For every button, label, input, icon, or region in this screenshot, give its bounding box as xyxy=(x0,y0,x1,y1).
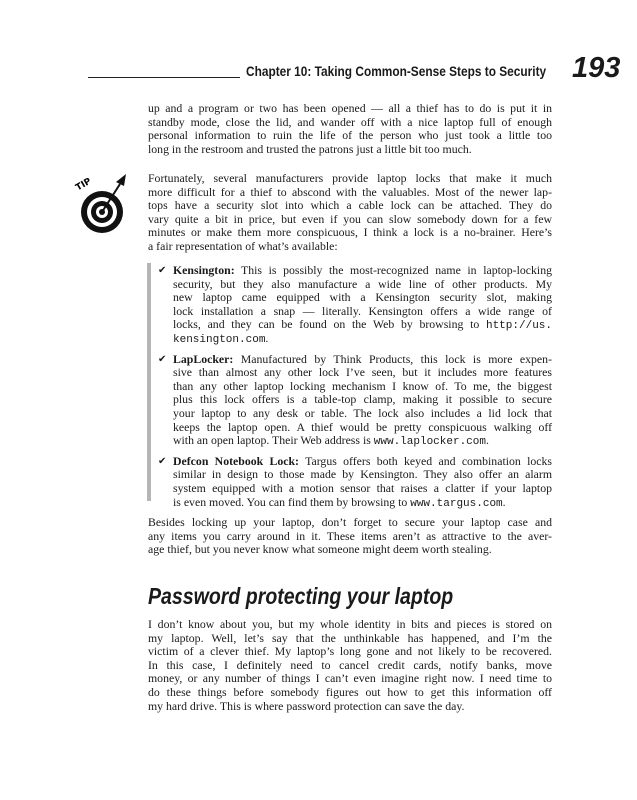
list-item xyxy=(158,263,552,346)
item-lead: Kensington: xyxy=(173,263,235,277)
text-line xyxy=(173,434,552,448)
page-number: 193 xyxy=(572,52,621,84)
text: This is possibly the most-recognized name in laptop-locking xyxy=(234,263,552,277)
item-lead: LapLocker: xyxy=(173,351,234,366)
text-line: victim of a clever thief. My laptop’s long gone and not likely to be recovered. xyxy=(148,644,552,659)
checkmark-icon: ✔ xyxy=(158,455,167,467)
tip-label: TIP xyxy=(74,176,94,194)
kensington-url-cont[interactable]: kensington.com xyxy=(173,333,266,346)
running-head: Chapter 10: Taking Common-Sense Steps to Security xyxy=(246,64,547,79)
text: Manufactured by Think Products, this lock is more expen- xyxy=(233,351,552,366)
text-line: personal information to ruin the life of the person who just took a little too xyxy=(148,128,552,143)
text-line: more difficult for a thief to abscond with the valuables. Most of the newer lap- xyxy=(148,184,552,199)
text-line: similar in design to those made by Kensington. They also offer an alarm xyxy=(173,467,552,482)
text-line: system equipped with a motion sensor that raises a clatter if your laptop xyxy=(173,480,552,495)
text-line: plus this lock offers is a table-top clamp, making it possible to secure xyxy=(173,392,552,407)
checkmark-icon: ✔ xyxy=(158,265,167,276)
text-line: standby mode, close the lid, and wander off with a nice laptop full of enough xyxy=(148,114,552,129)
text-line: minutes or make them more conspicuous, I think a lock is a no-brainer. Here’s xyxy=(148,225,552,240)
targus-url[interactable]: www.targus.com xyxy=(410,497,503,510)
paragraph-4 xyxy=(148,618,552,713)
text-line: new laptop came equipped with a Kensington security slot, making xyxy=(173,290,552,305)
kensington-url[interactable]: http://us. xyxy=(485,320,552,333)
text-line: money, or any number of things I can’t even imagine right now. I need time to xyxy=(148,671,552,686)
text-line: than any other laptop locking mechanism I know of. To me, the biggest xyxy=(173,378,552,393)
text-line xyxy=(173,332,552,346)
text: locks, and they can be found on the Web by browsing to xyxy=(173,317,486,332)
text-line: vary quite a bit in price, but even if you can slow somebody down for a few xyxy=(148,211,552,226)
text-line xyxy=(173,353,552,367)
text-line: Fortunately, several manufacturers provide laptop locks that make it much xyxy=(148,171,552,185)
text-line: your laptop to any desk or table. The lock also includes a lid lock that xyxy=(173,405,552,420)
text-line: age thief, but you never know what someone might deem worth stealing. xyxy=(148,542,492,557)
text-line xyxy=(173,264,552,278)
list-sidebar-bar xyxy=(147,263,151,501)
text-line: In this case, I definitely need to cancel credit cards, notify banks, move xyxy=(148,657,552,672)
text-line: do these things before somebody figures out how to get this information off xyxy=(148,684,552,699)
text-line: security, but they also manufacture a wide line of other products. My xyxy=(173,276,552,291)
paragraph-2 xyxy=(148,172,552,254)
laplocker-url[interactable]: www.laplocker.com xyxy=(373,436,486,449)
text-line: a fair representation of what’s available: xyxy=(148,238,338,253)
tip-icon xyxy=(72,170,132,241)
text: is even moved. You can find them by browsing to xyxy=(173,494,411,509)
text-line xyxy=(173,496,552,510)
text-line: long in the restroom and trusted the patrons just a little bit too much. xyxy=(148,141,472,156)
text: . xyxy=(502,494,506,509)
text-line: Besides locking up your laptop, don’t forget to secure your laptop case and xyxy=(148,515,552,529)
text-line: keeps the laptop open. A thief would be pretty conspicuous walking off xyxy=(173,419,552,434)
text-line: up and a program or two has been opened — all a thief has to do is put it in xyxy=(148,101,552,115)
checkmark-icon: ✔ xyxy=(158,353,167,365)
text-line xyxy=(173,318,552,332)
item-lead: Defcon Notebook Lock: xyxy=(173,453,299,468)
bullet-list xyxy=(158,263,553,510)
text: . xyxy=(485,433,489,448)
paragraph-1 xyxy=(148,102,552,156)
text-line xyxy=(173,455,552,469)
text: . xyxy=(265,330,269,345)
text-line: my laptop. Well, let’s say that the unthinkable has happened, and I’m the xyxy=(148,630,552,645)
text-line: any items you carry around in it. These items aren’t as attractive to the aver- xyxy=(148,528,552,543)
text-line: lock installation a snap — literally. Kensington offers a wide range of xyxy=(173,303,552,318)
text-line: tops have a security slot into which a cable lock can be attached. They do xyxy=(148,198,552,213)
text-line: I don’t know about you, but my whole identity in bits and pieces is stored on xyxy=(148,617,552,631)
text-line: my hard drive. This is where password protection can save the day. xyxy=(148,698,465,713)
paragraph-3 xyxy=(148,516,552,557)
text: with an open laptop. Their Web address is xyxy=(173,433,374,448)
section-heading: Password protecting your laptop xyxy=(148,583,454,609)
header-rule xyxy=(88,77,240,78)
list-item xyxy=(158,351,552,449)
list-item xyxy=(158,453,553,510)
text-line: sive than almost any other lock I’ve seen, but it includes more features xyxy=(173,365,552,380)
text: Targus offers both keyed and combination locks xyxy=(299,453,553,468)
